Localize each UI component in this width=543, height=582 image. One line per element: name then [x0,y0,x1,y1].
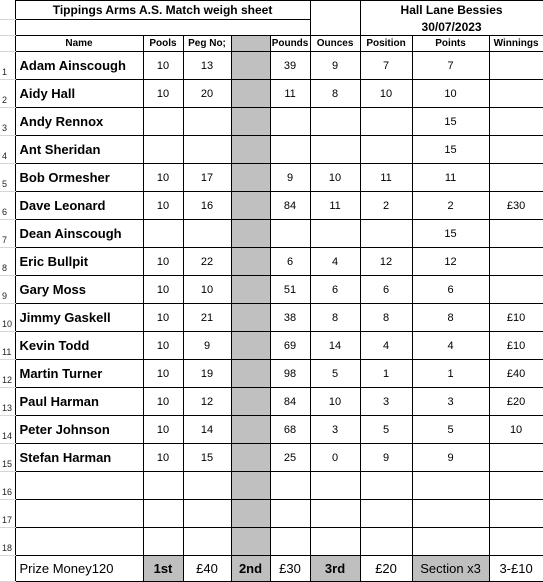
ounces-cell: 9 [310,51,360,79]
pools-cell: 10 [143,51,183,79]
winnings-cell [489,527,543,555]
winnings-cell [489,51,543,79]
pounds-cell [270,471,310,499]
winnings-cell: £40 [489,359,543,387]
pounds-cell [270,527,310,555]
position-cell: 9 [360,443,412,471]
pools-cell: 10 [143,359,183,387]
angler-name: Eric Bullpit [15,247,143,275]
ounces-cell: 14 [310,331,360,359]
first-place-value: £40 [183,555,231,581]
angler-name: Paul Harman [15,387,143,415]
pools-cell [143,135,183,163]
points-cell: 3 [412,387,489,415]
winnings-cell [489,79,543,107]
pounds-cell: 6 [270,247,310,275]
shaded-cell [231,303,270,331]
points-cell [412,527,489,555]
angler-name: Ant Sheridan [15,135,143,163]
peg-cell [183,219,231,247]
position-cell [360,499,412,527]
table-row [0,247,543,275]
ounces-cell: 4 [310,247,360,275]
pounds-cell [270,219,310,247]
points-cell: 12 [412,247,489,275]
pounds-cell [270,135,310,163]
peg-cell: 9 [183,331,231,359]
pounds-cell [270,499,310,527]
peg-cell [183,527,231,555]
row-number: 17 [0,499,15,527]
shaded-cell [231,191,270,219]
pools-cell: 10 [143,415,183,443]
title-spacer [310,1,360,20]
pools-cell: 10 [143,303,183,331]
winnings-cell: 10 [489,415,543,443]
ounces-cell: 10 [310,163,360,191]
header-position: Position [360,35,412,51]
position-cell [360,527,412,555]
position-cell: 12 [360,247,412,275]
ounces-cell: 8 [310,79,360,107]
pounds-cell [270,107,310,135]
pools-cell [143,499,183,527]
ounces-cell [310,499,360,527]
position-cell: 11 [360,163,412,191]
pounds-cell: 98 [270,359,310,387]
pools-cell [143,219,183,247]
second-place-value: £30 [270,555,310,581]
shaded-cell [231,51,270,79]
row-number: 6 [0,191,15,219]
pools-cell: 10 [143,163,183,191]
winnings-cell [489,219,543,247]
peg-cell: 12 [183,387,231,415]
pounds-cell: 39 [270,51,310,79]
position-cell [360,107,412,135]
pools-cell [143,471,183,499]
angler-name: Gary Moss [15,275,143,303]
points-cell: 5 [412,415,489,443]
shaded-cell [231,107,270,135]
row-number [0,19,15,35]
position-cell [360,219,412,247]
row-number: 14 [0,415,15,443]
pounds-cell: 38 [270,303,310,331]
shaded-cell [231,443,270,471]
points-cell [412,471,489,499]
peg-cell: 21 [183,303,231,331]
winnings-cell [489,107,543,135]
second-place-label: 2nd [231,555,270,581]
corner-cell [0,1,15,20]
angler-name: Martin Turner [15,359,143,387]
ounces-cell: 11 [310,191,360,219]
table-row [0,135,543,163]
shaded-cell [231,219,270,247]
table-row [0,387,543,415]
header-name: Name [15,35,143,51]
table-row [0,443,543,471]
angler-name: Bob Ormesher [15,163,143,191]
shaded-cell [231,499,270,527]
row-number: 16 [0,471,15,499]
pounds-cell: 25 [270,443,310,471]
points-cell [412,499,489,527]
winnings-cell: £30 [489,191,543,219]
prize-money-label: Prize Money120 [15,555,143,581]
angler-name: Kevin Todd [15,331,143,359]
pounds-cell: 69 [270,331,310,359]
row-number: 9 [0,275,15,303]
third-place-label: 3rd [310,555,360,581]
pools-cell: 10 [143,275,183,303]
pools-cell: 10 [143,387,183,415]
ounces-cell: 0 [310,443,360,471]
row-number: 18 [0,527,15,555]
ounces-cell: 8 [310,303,360,331]
row-number: 13 [0,387,15,415]
ounces-cell: 3 [310,415,360,443]
points-cell: 15 [412,107,489,135]
peg-cell: 22 [183,247,231,275]
header-pools: Pools [143,35,183,51]
header-shaded [231,35,270,51]
position-cell: 8 [360,303,412,331]
header-winnings: Winnings [489,35,543,51]
angler-name [15,527,143,555]
ounces-cell [310,471,360,499]
row-number [0,35,15,51]
third-place-value: £20 [360,555,412,581]
row-number: 1 [0,51,15,79]
peg-cell: 15 [183,443,231,471]
prize-row [0,555,543,581]
table-row [0,107,543,135]
winnings-cell [489,471,543,499]
winnings-cell [489,135,543,163]
angler-name: Dean Ainscough [15,219,143,247]
row-number [0,555,15,581]
row-number: 3 [0,107,15,135]
position-cell: 2 [360,191,412,219]
winnings-cell: £10 [489,331,543,359]
points-cell: 10 [412,79,489,107]
shaded-cell [231,135,270,163]
section-label: Section x3 [412,555,489,581]
table-row [0,79,543,107]
title-row [0,1,543,20]
peg-cell: 14 [183,415,231,443]
pools-cell: 10 [143,191,183,219]
header-peg: Peg No; [183,35,231,51]
peg-cell: 13 [183,51,231,79]
position-cell [360,471,412,499]
column-header-row [0,35,543,51]
table-row [0,51,543,79]
points-cell: 15 [412,219,489,247]
first-place-label: 1st [143,555,183,581]
position-cell: 5 [360,415,412,443]
position-cell: 6 [360,275,412,303]
table-row [0,219,543,247]
peg-cell [183,135,231,163]
peg-cell: 19 [183,359,231,387]
pools-cell [143,107,183,135]
shaded-cell [231,415,270,443]
points-cell: 7 [412,51,489,79]
position-cell: 1 [360,359,412,387]
winnings-cell [489,163,543,191]
pools-cell: 10 [143,79,183,107]
position-cell: 3 [360,387,412,415]
section-value: 3-£10 [489,555,543,581]
row-number: 10 [0,303,15,331]
shaded-cell [231,163,270,191]
ounces-cell: 5 [310,359,360,387]
header-pounds: Pounds [270,35,310,51]
shaded-cell [231,331,270,359]
peg-cell [183,471,231,499]
peg-cell: 17 [183,163,231,191]
angler-name [15,471,143,499]
table-row [0,303,543,331]
points-cell: 15 [412,135,489,163]
position-cell: 7 [360,51,412,79]
table-row [0,415,543,443]
table-row [0,191,543,219]
date-spacer [310,19,360,35]
peg-cell: 10 [183,275,231,303]
shaded-cell [231,527,270,555]
row-number: 2 [0,79,15,107]
points-cell: 11 [412,163,489,191]
position-cell [360,135,412,163]
points-cell: 8 [412,303,489,331]
table-row [0,471,543,499]
shaded-cell [231,247,270,275]
points-cell: 9 [412,443,489,471]
angler-name: Peter Johnson [15,415,143,443]
angler-name: Andy Rennox [15,107,143,135]
row-number: 7 [0,219,15,247]
table-row [0,359,543,387]
winnings-cell: £10 [489,303,543,331]
row-number: 4 [0,135,15,163]
sheet-title: Tippings Arms A.S. Match weigh sheet [15,1,310,20]
position-cell: 4 [360,331,412,359]
ounces-cell: 6 [310,275,360,303]
pools-cell: 10 [143,331,183,359]
points-cell: 4 [412,331,489,359]
winnings-cell: £20 [489,387,543,415]
shaded-cell [231,275,270,303]
row-number: 5 [0,163,15,191]
header-ounces: Ounces [310,35,360,51]
winnings-cell [489,499,543,527]
shaded-cell [231,79,270,107]
angler-name: Aidy Hall [15,79,143,107]
shaded-cell [231,471,270,499]
peg-cell: 16 [183,191,231,219]
ounces-cell [310,527,360,555]
row-number: 15 [0,443,15,471]
table-row [0,163,543,191]
table-row [0,527,543,555]
header-points: Points [412,35,489,51]
pools-cell: 10 [143,247,183,275]
angler-name: Jimmy Gaskell [15,303,143,331]
pounds-cell: 51 [270,275,310,303]
pools-cell: 10 [143,443,183,471]
pounds-cell: 68 [270,415,310,443]
ounces-cell: 10 [310,387,360,415]
table-row [0,275,543,303]
peg-cell [183,107,231,135]
angler-name: Stefan Harman [15,443,143,471]
pounds-cell: 11 [270,79,310,107]
winnings-cell [489,275,543,303]
points-cell: 1 [412,359,489,387]
winnings-cell [489,443,543,471]
angler-name: Adam Ainscough [15,51,143,79]
venue-title: Hall Lane Bessies [360,1,543,20]
ounces-cell [310,135,360,163]
angler-name [15,499,143,527]
match-date: 30/07/2023 [360,19,543,35]
pounds-cell: 84 [270,387,310,415]
table-row [0,499,543,527]
pools-cell [143,527,183,555]
shaded-cell [231,387,270,415]
row-number: 11 [0,331,15,359]
angler-name: Dave Leonard [15,191,143,219]
peg-cell [183,499,231,527]
points-cell: 6 [412,275,489,303]
pounds-cell: 9 [270,163,310,191]
pounds-cell: 84 [270,191,310,219]
winnings-cell [489,247,543,275]
date-left-spacer [15,19,310,35]
row-number: 12 [0,359,15,387]
date-row [0,19,543,35]
ounces-cell [310,219,360,247]
ounces-cell [310,107,360,135]
points-cell: 2 [412,191,489,219]
shaded-cell [231,359,270,387]
peg-cell: 20 [183,79,231,107]
table-row [0,331,543,359]
position-cell: 10 [360,79,412,107]
row-number: 8 [0,247,15,275]
